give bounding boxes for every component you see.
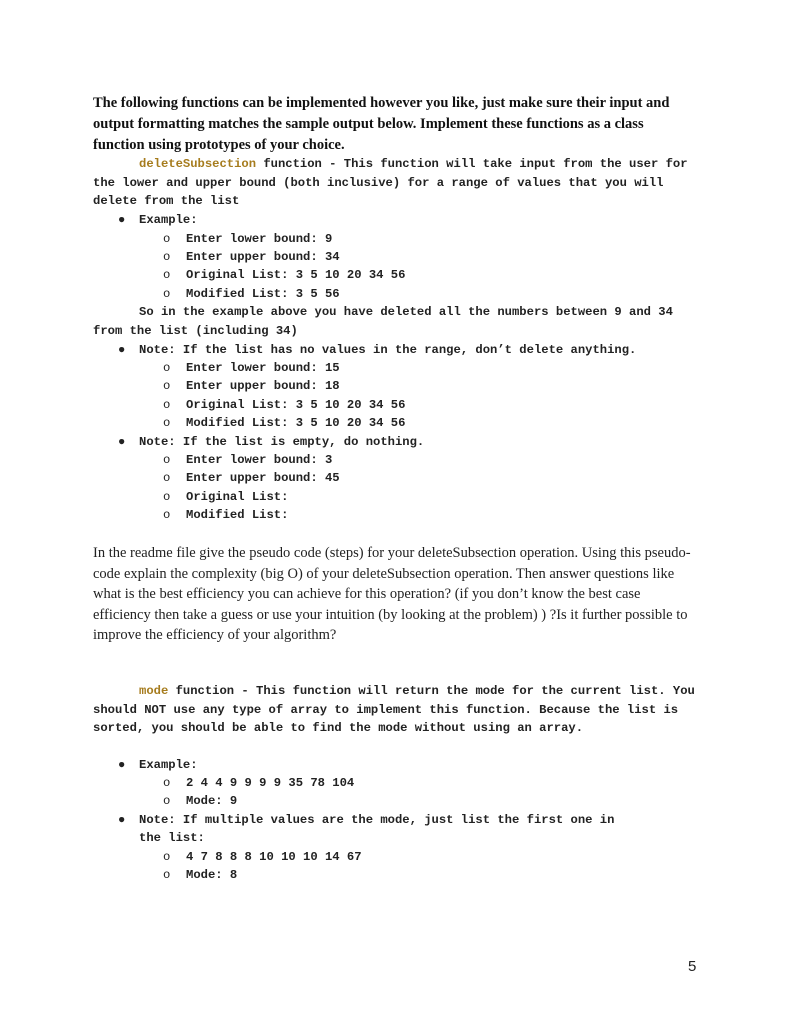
sub-bullet-icon: o [163, 490, 171, 504]
bullet-icon: ● [118, 813, 126, 827]
sub-bullet-icon: o [163, 232, 171, 246]
delete-subsection-description: deleteSubsection function - This function will take input from the user for the lower and upper bound (both inclusive) for a range of values that you will delete from the list [93, 157, 688, 208]
sub-bullet-icon: o [163, 398, 171, 412]
note-label: Note: If the list is empty, do nothing. [139, 435, 425, 449]
list-item: 2 4 4 9 9 9 9 35 78 104 [186, 776, 355, 790]
list-item: Original List: [186, 490, 289, 504]
sub-bullet-icon: o [163, 508, 171, 522]
intro-paragraph: The following functions can be implemented however you like, just make sure their input and output formatting matches the sample output below. Implement these functions as a class function using prototypes of your choice. [93, 95, 670, 153]
list-item: Enter upper bound: 45 [186, 471, 340, 485]
sub-bullet-icon: o [163, 250, 171, 264]
list-item: Enter lower bound: 3 [186, 453, 333, 467]
sub-bullet-icon: o [163, 268, 171, 282]
sub-bullet-icon: o [163, 868, 171, 882]
note-label: Note: If multiple values are the mode, just list the first one in [139, 813, 615, 827]
bullet-icon: ● [118, 343, 126, 357]
example-label: Example: [139, 213, 198, 227]
bullet-icon: ● [118, 758, 126, 772]
list-item: Original List: 3 5 10 20 34 56 [186, 268, 406, 282]
list-item: Modified List: 3 5 56 [186, 287, 340, 301]
sub-bullet-icon: o [163, 379, 171, 393]
list-item: Enter upper bound: 34 [186, 250, 340, 264]
mode-description: mode function - This function will return the mode for the current list. You should NOT use any type of array to implement this function. Because the list is sorted, you should be able to find the mode without using an array. [93, 684, 695, 735]
sub-bullet-icon: o [163, 453, 171, 467]
sub-bullet-icon: o [163, 361, 171, 375]
delete-explanation: So in the example above you have deleted all the numbers between 9 and 34 from the list (including 34) [93, 305, 673, 338]
sub-bullet-icon: o [163, 850, 171, 864]
note-label: Note: If the list has no values in the range, don’t delete anything. [139, 343, 637, 357]
function-name-mode: mode [139, 684, 169, 698]
sub-bullet-icon: o [163, 287, 171, 301]
sub-bullet-icon: o [163, 776, 171, 790]
function-name-delete-subsection: deleteSubsection [139, 157, 257, 171]
list-item: Original List: 3 5 10 20 34 56 [186, 398, 406, 412]
list-item: Enter lower bound: 15 [186, 361, 340, 375]
example-label: Example: [139, 758, 198, 772]
sub-bullet-icon: o [163, 416, 171, 430]
sub-bullet-icon: o [163, 794, 171, 808]
list-item: Enter lower bound: 9 [186, 232, 333, 246]
list-item: Modified List: 3 5 10 20 34 56 [186, 416, 406, 430]
list-item: Mode: 9 [186, 794, 238, 808]
list-item: Enter upper bound: 18 [186, 379, 340, 393]
bullet-icon: ● [118, 435, 126, 449]
note-label-continued: the list: [139, 831, 205, 845]
list-item: 4 7 8 8 8 10 10 10 14 67 [186, 850, 362, 864]
sub-bullet-icon: o [163, 471, 171, 485]
list-item: Modified List: [186, 508, 289, 522]
list-item: Mode: 8 [186, 868, 238, 882]
bullet-icon: ● [118, 213, 126, 227]
readme-paragraph: In the readme file give the pseudo code (steps) for your deleteSubsection operation. Using this pseudo-code explain the complexity (big O) of your deleteSubsection operation. Then answer questions like what is the best efficiency you can achieve for this operation? (if you don’t know the best case efficiency then take a guess or use your intuition (by looking at the problem) ) ?Is it further possible to improve the efficiency of your algorithm? [93, 545, 691, 643]
page-number: 5 [688, 958, 697, 975]
